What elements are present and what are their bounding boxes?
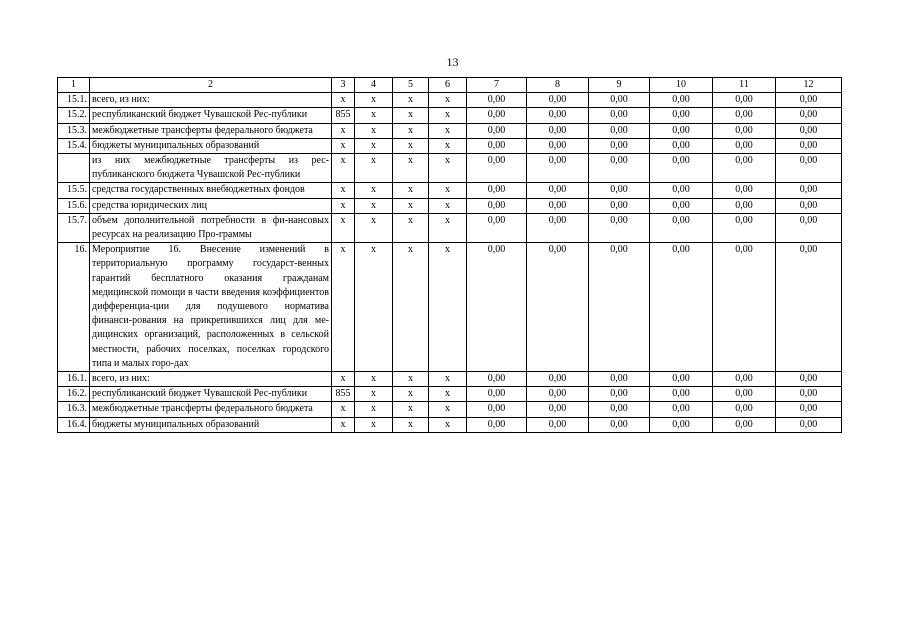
- cell-value: 0,00: [589, 93, 650, 108]
- column-header: 2: [90, 78, 332, 93]
- row-number: 15.5.: [58, 183, 90, 198]
- cell-value: 0,00: [467, 108, 527, 123]
- row-number: 15.1.: [58, 93, 90, 108]
- row-description: республиканский бюджет Чувашской Рес-публики: [90, 387, 332, 402]
- table-row: [58, 243, 842, 372]
- cell-col4: x: [355, 154, 393, 183]
- cell-value: 0,00: [589, 138, 650, 153]
- cell-col3: x: [332, 417, 355, 432]
- cell-value: 0,00: [589, 402, 650, 417]
- cell-value: 0,00: [650, 402, 713, 417]
- cell-col6: x: [429, 198, 467, 213]
- cell-col5: x: [393, 138, 429, 153]
- cell-value: 0,00: [650, 154, 713, 183]
- cell-col5: x: [393, 198, 429, 213]
- cell-col4: x: [355, 198, 393, 213]
- cell-col4: x: [355, 417, 393, 432]
- cell-value: 0,00: [713, 372, 776, 387]
- cell-value: 0,00: [713, 138, 776, 153]
- row-number: 16.: [58, 243, 90, 372]
- row-description: бюджеты муниципальных образований: [90, 417, 332, 432]
- cell-col4: x: [355, 123, 393, 138]
- cell-value: 0,00: [527, 138, 589, 153]
- column-header: 5: [393, 78, 429, 93]
- cell-value: 0,00: [467, 183, 527, 198]
- cell-value: 0,00: [467, 138, 527, 153]
- cell-value: 0,00: [776, 108, 842, 123]
- row-number: 15.4.: [58, 138, 90, 153]
- cell-col3: x: [332, 402, 355, 417]
- cell-col5: x: [393, 183, 429, 198]
- column-header: 6: [429, 78, 467, 93]
- cell-col5: x: [393, 372, 429, 387]
- cell-col6: x: [429, 402, 467, 417]
- cell-col6: x: [429, 108, 467, 123]
- cell-col6: x: [429, 138, 467, 153]
- cell-value: 0,00: [650, 198, 713, 213]
- cell-value: 0,00: [650, 93, 713, 108]
- cell-col3: 855: [332, 387, 355, 402]
- cell-value: 0,00: [650, 213, 713, 242]
- cell-value: 0,00: [713, 183, 776, 198]
- cell-col5: x: [393, 93, 429, 108]
- cell-col5: x: [393, 417, 429, 432]
- cell-value: 0,00: [776, 402, 842, 417]
- row-description: средства юридических лиц: [90, 198, 332, 213]
- cell-col6: x: [429, 243, 467, 372]
- cell-col3: x: [332, 154, 355, 183]
- cell-value: 0,00: [527, 417, 589, 432]
- cell-value: 0,00: [527, 183, 589, 198]
- cell-value: 0,00: [776, 387, 842, 402]
- cell-value: 0,00: [650, 138, 713, 153]
- cell-col6: x: [429, 213, 467, 242]
- cell-value: 0,00: [527, 108, 589, 123]
- row-number: 15.6.: [58, 198, 90, 213]
- column-header: 12: [776, 78, 842, 93]
- cell-value: 0,00: [589, 123, 650, 138]
- table-row: [58, 138, 842, 153]
- table-row: [58, 108, 842, 123]
- cell-col3: x: [332, 183, 355, 198]
- cell-col4: x: [355, 138, 393, 153]
- row-description: из них межбюджетные трансферты из рес-публиканского бюджета Чувашской Рес-публики: [90, 154, 332, 183]
- cell-value: 0,00: [650, 387, 713, 402]
- cell-value: 0,00: [589, 183, 650, 198]
- budget-table: [57, 77, 842, 433]
- cell-col3: x: [332, 213, 355, 242]
- cell-col6: x: [429, 417, 467, 432]
- row-number: 16.4.: [58, 417, 90, 432]
- row-number: 16.1.: [58, 372, 90, 387]
- cell-value: 0,00: [589, 154, 650, 183]
- cell-value: 0,00: [650, 372, 713, 387]
- cell-value: 0,00: [589, 198, 650, 213]
- column-header: 10: [650, 78, 713, 93]
- cell-value: 0,00: [650, 417, 713, 432]
- row-number: 16.3.: [58, 402, 90, 417]
- cell-value: 0,00: [467, 243, 527, 372]
- cell-col4: x: [355, 372, 393, 387]
- cell-col5: x: [393, 154, 429, 183]
- row-description: Мероприятие 16. Внесение изменений в территориальную программу государст-венных гарантий бесплатного оказания гражданам медицинской помощи в части введения коэффициентов дифференциа-ции для подушевого норматива финанси-рования на прикрепившихся лиц для ме-дицинских организаций, расположенных в сельской местности, рабочих поселках, поселках городского типа и малых горо-дах: [90, 243, 332, 372]
- row-number: 16.2.: [58, 387, 90, 402]
- cell-value: 0,00: [467, 387, 527, 402]
- table-header-row: [58, 78, 842, 93]
- cell-col4: x: [355, 183, 393, 198]
- cell-col4: x: [355, 93, 393, 108]
- cell-value: 0,00: [650, 243, 713, 372]
- cell-value: 0,00: [527, 387, 589, 402]
- cell-value: 0,00: [713, 417, 776, 432]
- cell-value: 0,00: [650, 123, 713, 138]
- cell-value: 0,00: [713, 402, 776, 417]
- cell-col6: x: [429, 123, 467, 138]
- cell-value: 0,00: [467, 123, 527, 138]
- cell-col4: x: [355, 402, 393, 417]
- cell-col3: 855: [332, 108, 355, 123]
- cell-col6: x: [429, 387, 467, 402]
- cell-value: 0,00: [776, 372, 842, 387]
- cell-col5: x: [393, 108, 429, 123]
- table-row: [58, 213, 842, 242]
- table-row: [58, 417, 842, 432]
- cell-value: 0,00: [467, 198, 527, 213]
- cell-value: 0,00: [467, 213, 527, 242]
- cell-value: 0,00: [527, 402, 589, 417]
- cell-value: 0,00: [776, 123, 842, 138]
- cell-value: 0,00: [713, 213, 776, 242]
- table-row: [58, 387, 842, 402]
- cell-value: 0,00: [589, 387, 650, 402]
- column-header: 11: [713, 78, 776, 93]
- column-header: 1: [58, 78, 90, 93]
- cell-col5: x: [393, 123, 429, 138]
- row-description: всего, из них:: [90, 372, 332, 387]
- cell-value: 0,00: [527, 198, 589, 213]
- cell-value: 0,00: [467, 417, 527, 432]
- row-description: межбюджетные трансферты федерального бюджета: [90, 123, 332, 138]
- cell-value: 0,00: [589, 108, 650, 123]
- cell-col3: x: [332, 138, 355, 153]
- cell-value: 0,00: [589, 372, 650, 387]
- cell-col6: x: [429, 154, 467, 183]
- cell-value: 0,00: [650, 183, 713, 198]
- table-row: [58, 372, 842, 387]
- row-number: 15.2.: [58, 108, 90, 123]
- cell-value: 0,00: [527, 372, 589, 387]
- table-row: [58, 198, 842, 213]
- cell-value: 0,00: [589, 417, 650, 432]
- cell-value: 0,00: [776, 138, 842, 153]
- cell-col3: x: [332, 198, 355, 213]
- cell-col5: x: [393, 402, 429, 417]
- cell-value: 0,00: [713, 154, 776, 183]
- row-description: объем дополнительной потребности в фи-нансовых ресурсах на реализацию Про-граммы: [90, 213, 332, 242]
- cell-col4: x: [355, 108, 393, 123]
- cell-col3: x: [332, 93, 355, 108]
- row-description: средства государственных внебюджетных фондов: [90, 183, 332, 198]
- cell-value: 0,00: [650, 108, 713, 123]
- cell-value: 0,00: [527, 213, 589, 242]
- cell-col5: x: [393, 243, 429, 372]
- cell-col6: x: [429, 93, 467, 108]
- cell-value: 0,00: [713, 387, 776, 402]
- cell-value: 0,00: [776, 183, 842, 198]
- column-header: 4: [355, 78, 393, 93]
- cell-col4: x: [355, 387, 393, 402]
- column-header: 7: [467, 78, 527, 93]
- cell-value: 0,00: [527, 123, 589, 138]
- cell-value: 0,00: [713, 108, 776, 123]
- cell-value: 0,00: [467, 402, 527, 417]
- cell-value: 0,00: [776, 213, 842, 242]
- cell-value: 0,00: [776, 198, 842, 213]
- page-number: 13: [446, 55, 459, 69]
- column-header: 9: [589, 78, 650, 93]
- cell-col4: x: [355, 213, 393, 242]
- cell-value: 0,00: [527, 243, 589, 372]
- cell-value: 0,00: [776, 417, 842, 432]
- cell-value: 0,00: [467, 372, 527, 387]
- cell-col5: x: [393, 213, 429, 242]
- cell-value: 0,00: [776, 154, 842, 183]
- cell-col6: x: [429, 372, 467, 387]
- cell-value: 0,00: [713, 93, 776, 108]
- cell-col3: x: [332, 123, 355, 138]
- cell-col5: x: [393, 387, 429, 402]
- cell-col3: x: [332, 372, 355, 387]
- cell-value: 0,00: [713, 243, 776, 372]
- cell-col6: x: [429, 183, 467, 198]
- cell-value: 0,00: [589, 243, 650, 372]
- row-description: всего, из них:: [90, 93, 332, 108]
- cell-value: 0,00: [467, 154, 527, 183]
- table-row: [58, 123, 842, 138]
- table-row: [58, 154, 842, 183]
- cell-value: 0,00: [713, 123, 776, 138]
- table-row: [58, 183, 842, 198]
- row-description: межбюджетные трансферты федерального бюджета: [90, 402, 332, 417]
- cell-value: 0,00: [589, 213, 650, 242]
- cell-value: 0,00: [713, 198, 776, 213]
- row-number: [58, 154, 90, 183]
- row-number: 15.3.: [58, 123, 90, 138]
- row-description: бюджеты муниципальных образований: [90, 138, 332, 153]
- table-row: [58, 402, 842, 417]
- row-number: 15.7.: [58, 213, 90, 242]
- cell-col3: x: [332, 243, 355, 372]
- column-header: 3: [332, 78, 355, 93]
- cell-value: 0,00: [776, 93, 842, 108]
- row-description: республиканский бюджет Чувашской Рес-публики: [90, 108, 332, 123]
- cell-value: 0,00: [776, 243, 842, 372]
- cell-value: 0,00: [467, 93, 527, 108]
- table-row: [58, 93, 842, 108]
- cell-value: 0,00: [527, 154, 589, 183]
- column-header: 8: [527, 78, 589, 93]
- cell-value: 0,00: [527, 93, 589, 108]
- cell-col4: x: [355, 243, 393, 372]
